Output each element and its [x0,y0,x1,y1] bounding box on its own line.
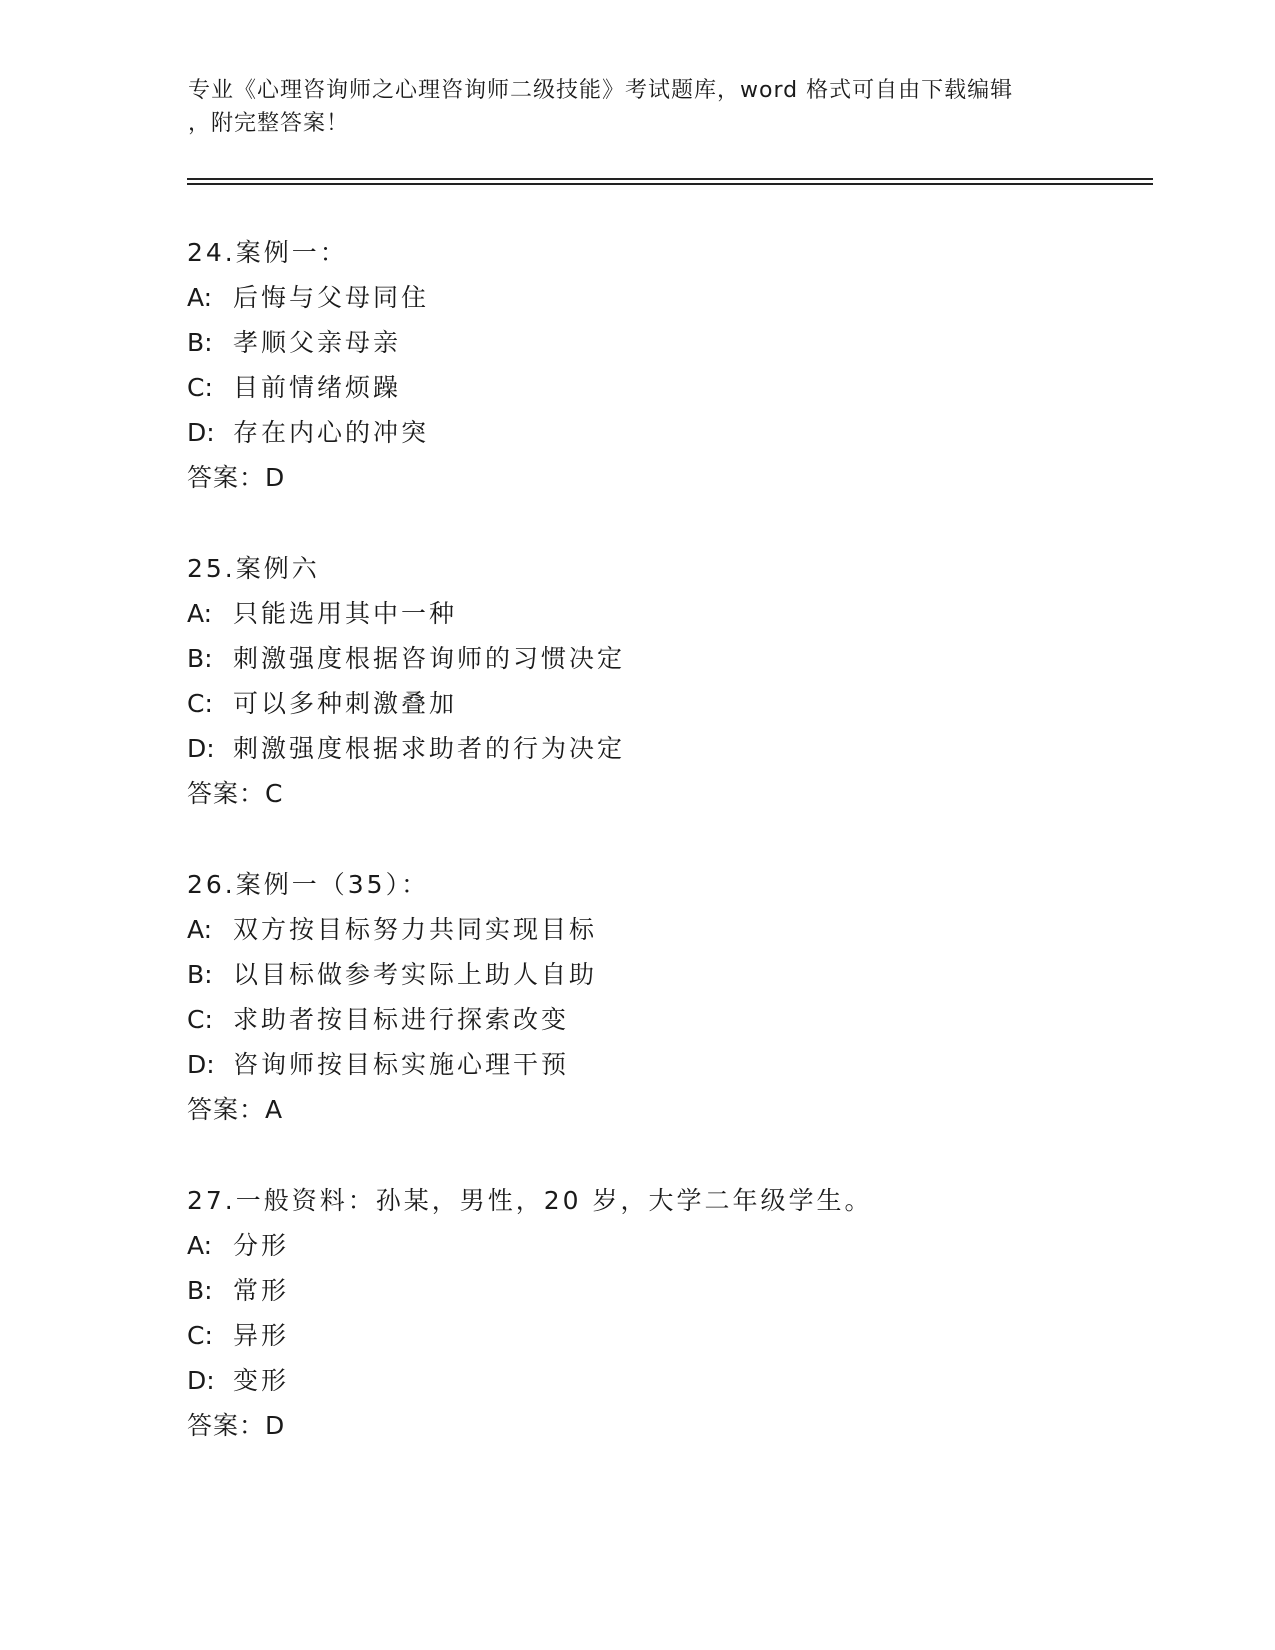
option-text: 目前情绪烦躁 [233,373,402,402]
option-a [187,913,597,947]
option-text: 常形 [233,1276,290,1305]
question-stem: 26.案例一（35）： [187,870,430,899]
option-a [187,1229,289,1263]
answer-label: 答案： [187,1411,266,1440]
option-text: 变形 [233,1366,290,1395]
option-text: 以目标做参考实际上助人自助 [233,960,598,989]
answer-value: D [265,463,286,492]
header-line-2: ，附完整答案！ [188,111,350,136]
option-text: 存在内心的冲突 [233,418,430,447]
option-d [187,1364,289,1398]
question-stem: 27.一般资料：孙某，男性，20 岁，大学二年级学生。 [187,1186,873,1215]
option-c [187,1003,569,1037]
answer-value: A [265,1095,284,1124]
option-c [187,371,401,405]
option-letter: C: [187,1321,213,1350]
answer-line [187,461,285,495]
option-b [187,642,625,676]
option-text: 异形 [233,1321,290,1350]
option-c [187,687,457,721]
option-letter: C: [187,373,213,402]
option-text: 双方按目标努力共同实现目标 [233,915,598,944]
option-a [187,597,457,631]
option-d [187,1048,569,1082]
option-letter: B: [187,328,213,357]
header-divider-bottom [187,183,1153,185]
option-b [187,1274,289,1308]
option-text: 只能选用其中一种 [233,599,458,628]
answer-label: 答案： [187,779,266,808]
header-divider-top [187,178,1153,180]
header-line-1: 专业《心理咨询师之心理咨询师二级技能》考试题库，word 格式可自由下载编辑 [188,78,1014,103]
option-text: 孝顺父亲母亲 [233,328,402,357]
option-text: 后悔与父母同住 [233,283,430,312]
option-text: 可以多种刺激叠加 [233,689,458,718]
option-text: 刺激强度根据求助者的行为决定 [233,734,626,763]
option-b [187,958,597,992]
option-text: 咨询师按目标实施心理干预 [233,1050,570,1079]
answer-value: C [265,779,284,808]
option-b [187,326,401,360]
option-letter: A: [187,1231,213,1260]
option-d [187,416,429,450]
option-letter: D: [187,418,215,447]
option-letter: D: [187,734,215,763]
option-d [187,732,625,766]
option-letter: A: [187,915,213,944]
option-c [187,1319,289,1353]
option-letter: B: [187,1276,213,1305]
option-text: 分形 [233,1231,290,1260]
answer-line [187,1093,283,1127]
option-letter: D: [187,1366,215,1395]
question-stem: 24.案例一： [187,238,348,267]
answer-line [187,1409,285,1443]
question-stem: 25.案例六 [187,554,320,583]
answer-line [187,777,283,811]
option-letter: A: [187,283,213,312]
option-letter: D: [187,1050,215,1079]
answer-label: 答案： [187,1095,266,1124]
document-header [188,74,1088,140]
option-text: 刺激强度根据咨询师的习惯决定 [233,644,626,673]
answer-label: 答案： [187,463,266,492]
option-letter: C: [187,689,213,718]
option-letter: C: [187,1005,213,1034]
option-letter: B: [187,644,213,673]
option-letter: A: [187,599,213,628]
option-letter: B: [187,960,213,989]
option-a [187,281,429,315]
answer-value: D [265,1411,286,1440]
option-text: 求助者按目标进行探索改变 [233,1005,570,1034]
